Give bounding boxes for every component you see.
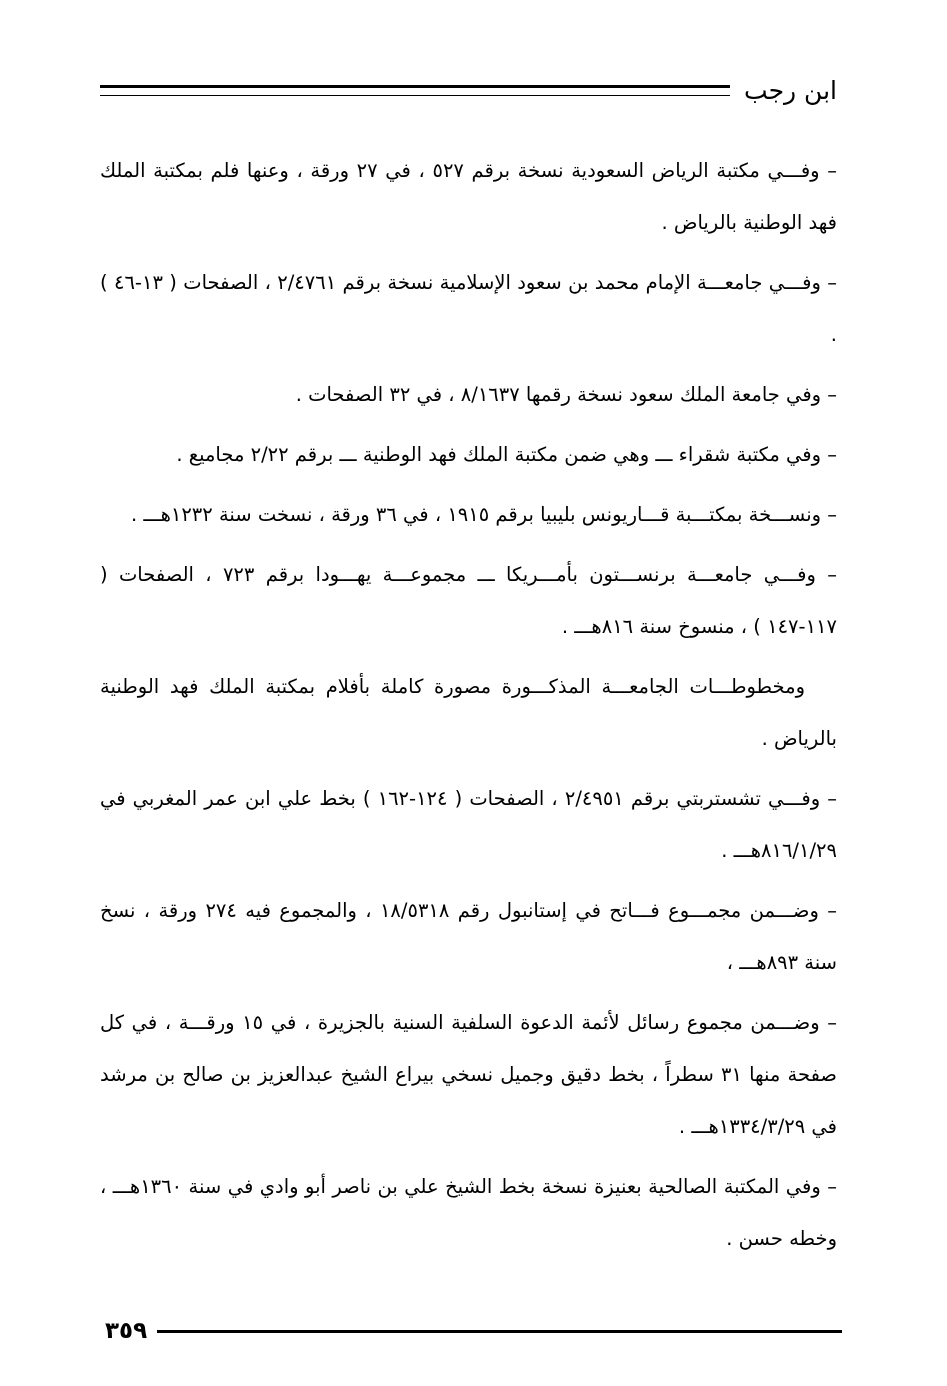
page-footer [105,1316,842,1346]
paragraph-qaryounis-library: – ونســـخة بمكتـــبة قـــاريونس بليبيا برقم ١٩١٥ ، في ٣٦ ورقة ، نسخت سنة ١٢٣٢هـــ . [131,503,837,526]
paragraph-princeton-university: – وفـــي جامعـــة برنســـتون بأمـــريكا ـــ مجموعـــة يهـــودا برقم ٧٢٣ ، الصفحات ( ١١٧-١٤٧ ) ، منسوخ سنة ٨١٦هـــ . [100,563,837,638]
paragraph-king-saud-university: – وفي جامعة الملك سعود نسخة رقمها ٨/١٦٣٧ ، في ٣٢ الصفحات . [295,383,837,406]
page-number: ٣٥٩ [105,1318,148,1344]
running-title: ابن رجب [744,75,837,105]
page-body [100,145,837,1273]
page-header [100,70,837,110]
paragraph-salihiyya-unaizah: – وفي المكتبة الصالحية بعنيزة نسخة بخط الشيخ علي بن ناصر أبو وادي في سنة ١٣٦٠هـــ ، وخطه حسن . [100,1175,837,1250]
paragraph-riyadh-library: – وفـــي مكتبة الرياض السعودية نسخة برقم ٥٢٧ ، في ٢٧ ورقة ، وعنها فلم بمكتبة الملك فهد الوطنية بالرياض . [100,159,838,234]
paragraph-dawah-imams-collection: – وضـــمن مجموع رسائل لأئمة الدعوة السلفية السنية بالجزيرة ، في ١٥ ورقـــة ، في كل صفحة منها ٣١ سطراً ، بخط دقيق وجميل نسخي بيراع الشيخ عبدالعزيز بن صالح بن مرشد في ١٣٣٤/٣/٢٩هـــ . [100,1011,837,1138]
paragraph-imam-university: – وفـــي جامعـــة الإمام محمد بن سعود الإسلامية نسخة برقم ٢/٤٧٦١ ، الصفحات ( ١٣-٤٦ ) . [100,271,837,346]
footer-rule [157,1330,842,1333]
paragraph-shaqra-library: – وفي مكتبة شقراء ـــ وهي ضمن مكتبة الملك فهد الوطنية ـــ برقم ٢/٢٢ مجاميع . [176,443,837,466]
header-rule [100,85,730,96]
paragraph-fatih-istanbul: – وضـــمن مجمـــوع فـــاتح في إستانبول رقم ١٨/٥٣١٨ ، والمجموع فيه ٢٧٤ ورقة ، نسخ سنة ٨٩٣هـــ ، [100,899,837,974]
paragraph-chester-beatty: – وفـــي تشستربتي برقم ٢/٤٩٥١ ، الصفحات ( ١٢٤-١٦٢ ) بخط علي ابن عمر المغربي في ٨١٦/١/٢٩هـــ . [100,787,838,862]
paragraph-university-manuscripts-note: ومخطوطـــات الجامعـــة المذكـــورة مصورة كاملة بأفلام بمكتبة الملك فهد الوطنية بالرياض . [100,675,837,750]
